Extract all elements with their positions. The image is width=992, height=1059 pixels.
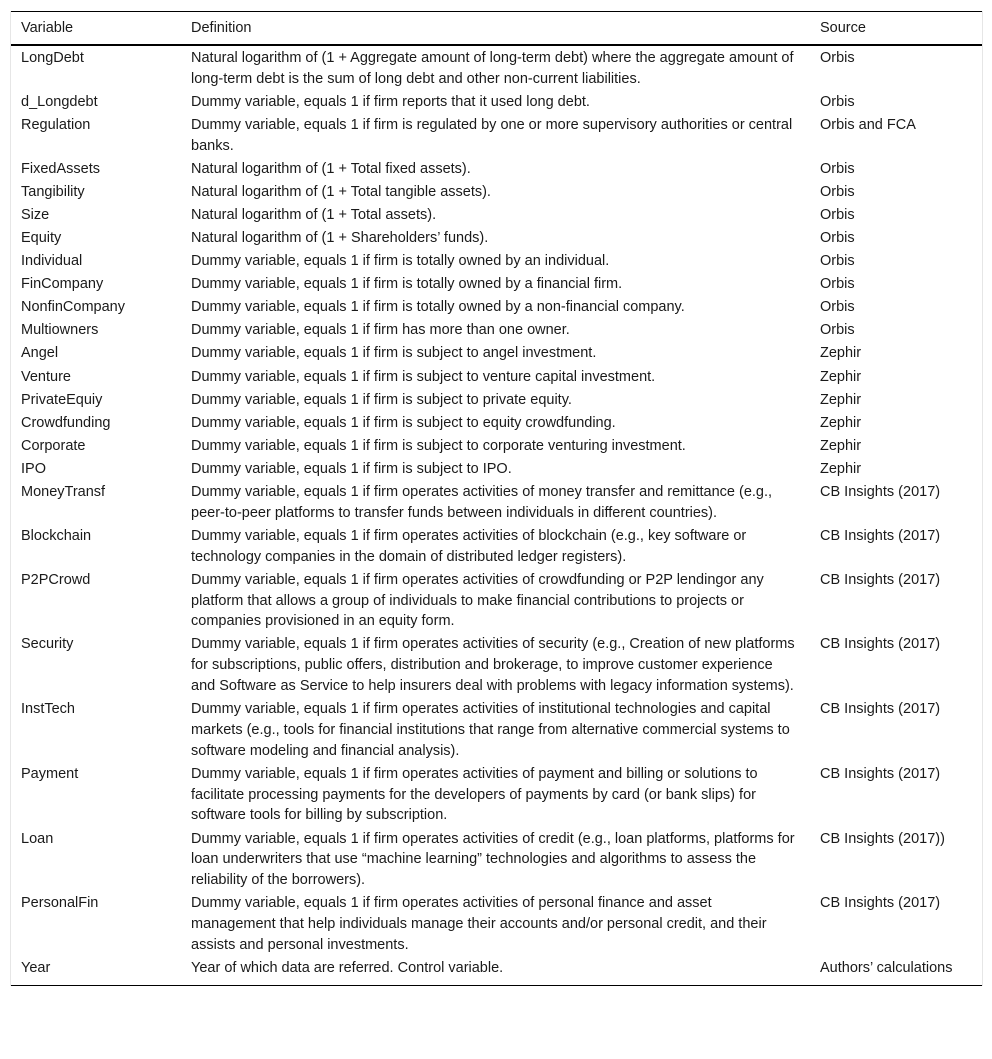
cell-source: Orbis — [820, 49, 855, 66]
cell-variable: Multiowners — [21, 322, 99, 339]
cell-definition: Natural logarithm of (1 + Shareholders’ funds). — [191, 229, 489, 246]
cell-source: Zephir — [820, 345, 862, 362]
table-row — [11, 957, 982, 985]
cell-definition: Dummy variable, equals 1 if firm has more than one owner. — [191, 322, 570, 339]
table-row — [11, 204, 982, 227]
cell-variable: Loan — [21, 830, 54, 847]
cell-source: Orbis — [820, 299, 855, 316]
cell-source: CB Insights (2017) — [820, 765, 941, 782]
table-row — [11, 412, 982, 435]
cell-source: Zephir — [820, 460, 862, 477]
cell-source: Orbis — [820, 229, 855, 246]
table-header-row — [11, 12, 982, 45]
header-variable: Variable — [11, 12, 181, 45]
cell-variable: Individual — [21, 253, 83, 270]
cell-source: Orbis — [820, 276, 855, 293]
cell-source: CB Insights (2017)) — [820, 830, 945, 847]
cell-variable: Venture — [21, 368, 71, 385]
cell-source: CB Insights (2017) — [820, 636, 941, 653]
cell-variable: PersonalFin — [21, 895, 99, 912]
cell-variable: Year — [21, 959, 51, 976]
cell-variable: FixedAssets — [21, 160, 100, 177]
cell-variable: Crowdfunding — [21, 414, 111, 431]
cell-definition: Dummy variable, equals 1 if firm operates activities of personal finance and asset management that help individuals manage their accounts and/or personal credit, and their assists and personal investments. — [191, 895, 767, 953]
cell-source: Orbis — [820, 322, 855, 339]
table-row — [11, 633, 982, 698]
variable-definitions-table-container — [10, 11, 983, 986]
cell-source: Authors’ calculations — [820, 959, 953, 976]
cell-source: Orbis and FCA — [820, 116, 916, 133]
cell-source: CB Insights (2017) — [820, 527, 941, 544]
cell-definition: Dummy variable, equals 1 if firm is regulated by one or more supervisory authorities or central banks. — [191, 116, 793, 154]
table-row — [11, 296, 982, 319]
cell-source: CB Insights (2017) — [820, 571, 941, 588]
cell-definition: Dummy variable, equals 1 if firm is totally owned by an individual. — [191, 253, 610, 270]
table-row — [11, 828, 982, 893]
table-row — [11, 525, 982, 569]
table-row — [11, 763, 982, 828]
table-row — [11, 698, 982, 763]
cell-variable: LongDebt — [21, 49, 84, 66]
table-row — [11, 250, 982, 273]
table-row — [11, 273, 982, 296]
cell-variable: Angel — [21, 345, 59, 362]
table-row — [11, 181, 982, 204]
cell-definition: Dummy variable, equals 1 if firm operates activities of crowdfunding or P2P lendingor any platform that allows a group of individuals to make financial contributions to projects or companies provisioned in an equity form. — [191, 571, 764, 630]
cell-definition: Year of which data are referred. Control variable. — [191, 959, 504, 976]
cell-definition: Dummy variable, equals 1 if firm operates activities of money transfer and remittance (e.g., peer-to-peer platforms to transfer funds between individuals in different countries). — [191, 483, 773, 521]
cell-definition: Natural logarithm of (1 + Total assets). — [191, 206, 437, 223]
cell-source: CB Insights (2017) — [820, 483, 941, 500]
cell-variable: InstTech — [21, 701, 75, 718]
table-row — [11, 481, 982, 525]
cell-source: CB Insights (2017) — [820, 895, 941, 912]
cell-definition: Dummy variable, equals 1 if firm is subject to angel investment. — [191, 345, 597, 362]
cell-definition: Natural logarithm of (1 + Total tangible assets). — [191, 183, 491, 200]
cell-variable: PrivateEquiy — [21, 391, 103, 408]
cell-variable: P2PCrowd — [21, 571, 91, 588]
cell-source: CB Insights (2017) — [820, 701, 941, 718]
cell-definition: Dummy variable, equals 1 if firm is subject to venture capital investment. — [191, 368, 656, 385]
cell-definition: Natural logarithm of (1 + Total fixed assets). — [191, 160, 471, 177]
cell-definition: Dummy variable, equals 1 if firm is totally owned by a financial firm. — [191, 276, 623, 293]
table-row — [11, 158, 982, 181]
cell-definition: Dummy variable, equals 1 if firm is subject to private equity. — [191, 391, 572, 408]
cell-variable: Regulation — [21, 116, 91, 133]
cell-definition: Dummy variable, equals 1 if firm operates activities of security (e.g., Creation of new platforms for subscriptions, public offers, distribution and brokerage, to improve customer experience and Software as Service to help insurers deal with problems with legacy information systems). — [191, 636, 795, 695]
cell-variable: NonfinCompany — [21, 299, 125, 316]
cell-variable: Corporate — [21, 437, 86, 454]
cell-source: Zephir — [820, 414, 862, 431]
table-row — [11, 435, 982, 458]
cell-definition: Dummy variable, equals 1 if firm is subject to corporate venturing investment. — [191, 437, 686, 454]
table-row — [11, 91, 982, 114]
cell-source: Zephir — [820, 437, 862, 454]
cell-variable: MoneyTransf — [21, 483, 106, 500]
cell-source: Orbis — [820, 206, 855, 223]
cell-variable: Equity — [21, 229, 62, 246]
cell-definition: Dummy variable, equals 1 if firm is totally owned by a non-financial company. — [191, 299, 685, 316]
cell-definition: Dummy variable, equals 1 if firm operates activities of credit (e.g., loan platforms, platforms for loan underwriters that use “machine learning” technologies and algorithms to assess the reliability of the borrowers). — [191, 830, 795, 889]
cell-definition: Dummy variable, equals 1 if firm is subject to equity crowdfunding. — [191, 414, 616, 431]
cell-source: Orbis — [820, 183, 855, 200]
table-row — [11, 45, 982, 91]
cell-variable: FinCompany — [21, 276, 104, 293]
table-row — [11, 892, 982, 957]
header-source: Source — [810, 12, 982, 45]
variable-definitions-table — [11, 11, 982, 986]
cell-variable: Payment — [21, 765, 79, 782]
cell-variable: d_Longdebt — [21, 93, 98, 110]
cell-definition: Dummy variable, equals 1 if firm operates activities of institutional technologies and capital markets (e.g., tools for financial institutions that range from alternative commercial systems to software modeling and financial analysis). — [191, 701, 790, 759]
cell-definition: Dummy variable, equals 1 if firm reports that it used long debt. — [191, 93, 590, 110]
cell-variable: Blockchain — [21, 527, 92, 544]
cell-source: Orbis — [820, 253, 855, 270]
table-row — [11, 319, 982, 342]
cell-definition: Dummy variable, equals 1 if firm operates activities of blockchain (e.g., key software or technology companies in the domain of distributed ledger registers). — [191, 527, 747, 565]
table-body — [11, 45, 982, 985]
cell-definition: Dummy variable, equals 1 if firm is subject to IPO. — [191, 460, 512, 477]
table-row — [11, 342, 982, 365]
table-row — [11, 458, 982, 481]
cell-source: Orbis — [820, 160, 855, 177]
table-row — [11, 114, 982, 158]
cell-variable: Tangibility — [21, 183, 85, 200]
header-definition: Definition — [181, 12, 810, 45]
cell-variable: Security — [21, 636, 74, 653]
cell-definition: Dummy variable, equals 1 if firm operates activities of payment and billing or solutions to facilitate processing payments for the developers of payments by card (or bank slips) for software tools for billing by subscription. — [191, 765, 758, 824]
cell-source: Zephir — [820, 368, 862, 385]
table-row — [11, 569, 982, 634]
cell-source: Zephir — [820, 391, 862, 408]
cell-definition: Natural logarithm of (1 + Aggregate amount of long-term debt) where the aggregate amount of long-term debt is the sum of long debt and other non-current liabilities. — [191, 49, 794, 87]
cell-variable: IPO — [21, 460, 46, 477]
cell-variable: Size — [21, 206, 50, 223]
cell-source: Orbis — [820, 93, 855, 110]
table-row — [11, 227, 982, 250]
table-row — [11, 366, 982, 389]
table-row — [11, 389, 982, 412]
